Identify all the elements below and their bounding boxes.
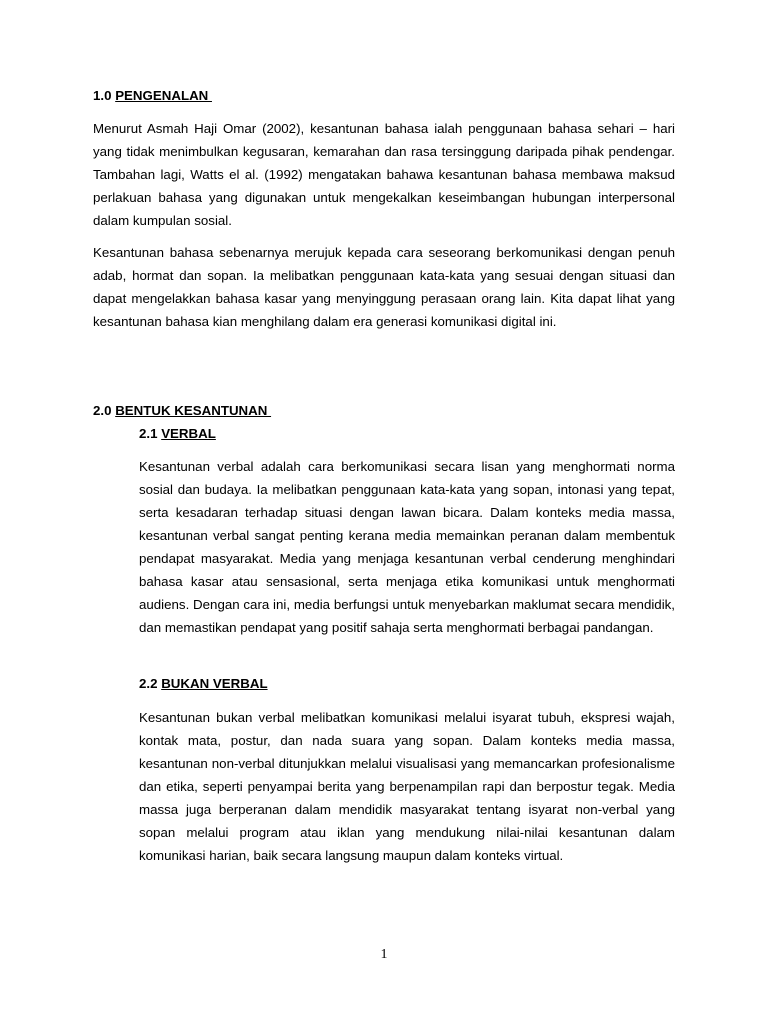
page-number: 1	[380, 947, 388, 962]
paragraph-intro-2: Kesantunan bahasa sebenarnya merujuk kepada cara seseorang berkomunikasi dengan penuh adab, hormat dan sopan. Ia melibatkan penggunaan kata-kata yang sesuai dengan situasi dan dapat mengelakkan bahasa kasar yang menyinggung perasaan orang lain. Kita dapat lihat yang kesantunan bahasa kian menghilang dalam era generasi komunikasi digital ini.	[93, 245, 675, 329]
subsection-title: VERBAL	[161, 426, 216, 441]
subsection-heading-bukan-verbal	[139, 676, 268, 692]
section-number: 1.0	[93, 88, 116, 103]
subsection-heading-verbal	[139, 426, 216, 442]
paragraph-bukan-verbal: Kesantunan bukan verbal melibatkan komunikasi melalui isyarat tubuh, ekspresi wajah, kontak mata, postur, dan nada suara yang sopan. Dalam konteks media massa, kesantunan non-verbal ditunjukkan melalui visualisasi yang memancarkan profesionalisme dan etika, seperti penyampai berita yang berpenampilan rapi dan berpostur tegak. Media massa juga berperanan dalam mendidik masyarakat tentang isyarat non-verbal yang sopan melalui program atau iklan yang mendukung nilai-nilai kesantunan dalam komunikasi harian, baik secara langsung maupun dalam konteks virtual.	[139, 710, 675, 863]
section-heading-pengenalan	[93, 88, 212, 104]
paragraph-intro-1: Menurut Asmah Haji Omar (2002), kesantunan bahasa ialah penggunaan bahasa sehari – hari yang tidak menimbulkan kegusaran, kemarahan dan rasa tersinggung daripada pihak pendengar. Tambahan lagi, Watts el al. (1992) mengatakan bahawa kesantunan bahasa membawa maksud perlakuan bahasa yang digunakan untuk mengekalkan keseimbangan hubungan interpersonal dalam kumpulan sosial.	[93, 121, 675, 228]
subsection-number: 2.1	[139, 426, 162, 441]
section-title: BENTUK KESANTUNAN	[115, 403, 272, 418]
section-heading-bentuk-kesantunan	[93, 403, 271, 419]
section-title: PENGENALAN	[115, 88, 212, 103]
section-number: 2.0	[93, 403, 116, 418]
subsection-title: BUKAN VERBAL	[161, 676, 268, 691]
subsection-number: 2.2	[139, 676, 162, 691]
paragraph-verbal: Kesantunan verbal adalah cara berkomunikasi secara lisan yang menghormati norma sosial dan budaya. Ia melibatkan penggunaan kata-kata yang sopan, intonasi yang tepat, serta kesadaran terhadap situasi dengan lawan bicara. Dalam konteks media massa, kesantunan verbal sangat penting kerana media memainkan peranan dalam membentuk pendapat masyarakat. Media yang menjaga kesantunan verbal cenderung menghindari bahasa kasar atau sensasional, serta menjaga etika komunikasi untuk menghormati audiens. Dengan cara ini, media berfungsi untuk menyebarkan maklumat secara mendidik, dan memastikan pendapat yang positif sahaja serta menghormati berbagai pandangan.	[139, 459, 675, 635]
